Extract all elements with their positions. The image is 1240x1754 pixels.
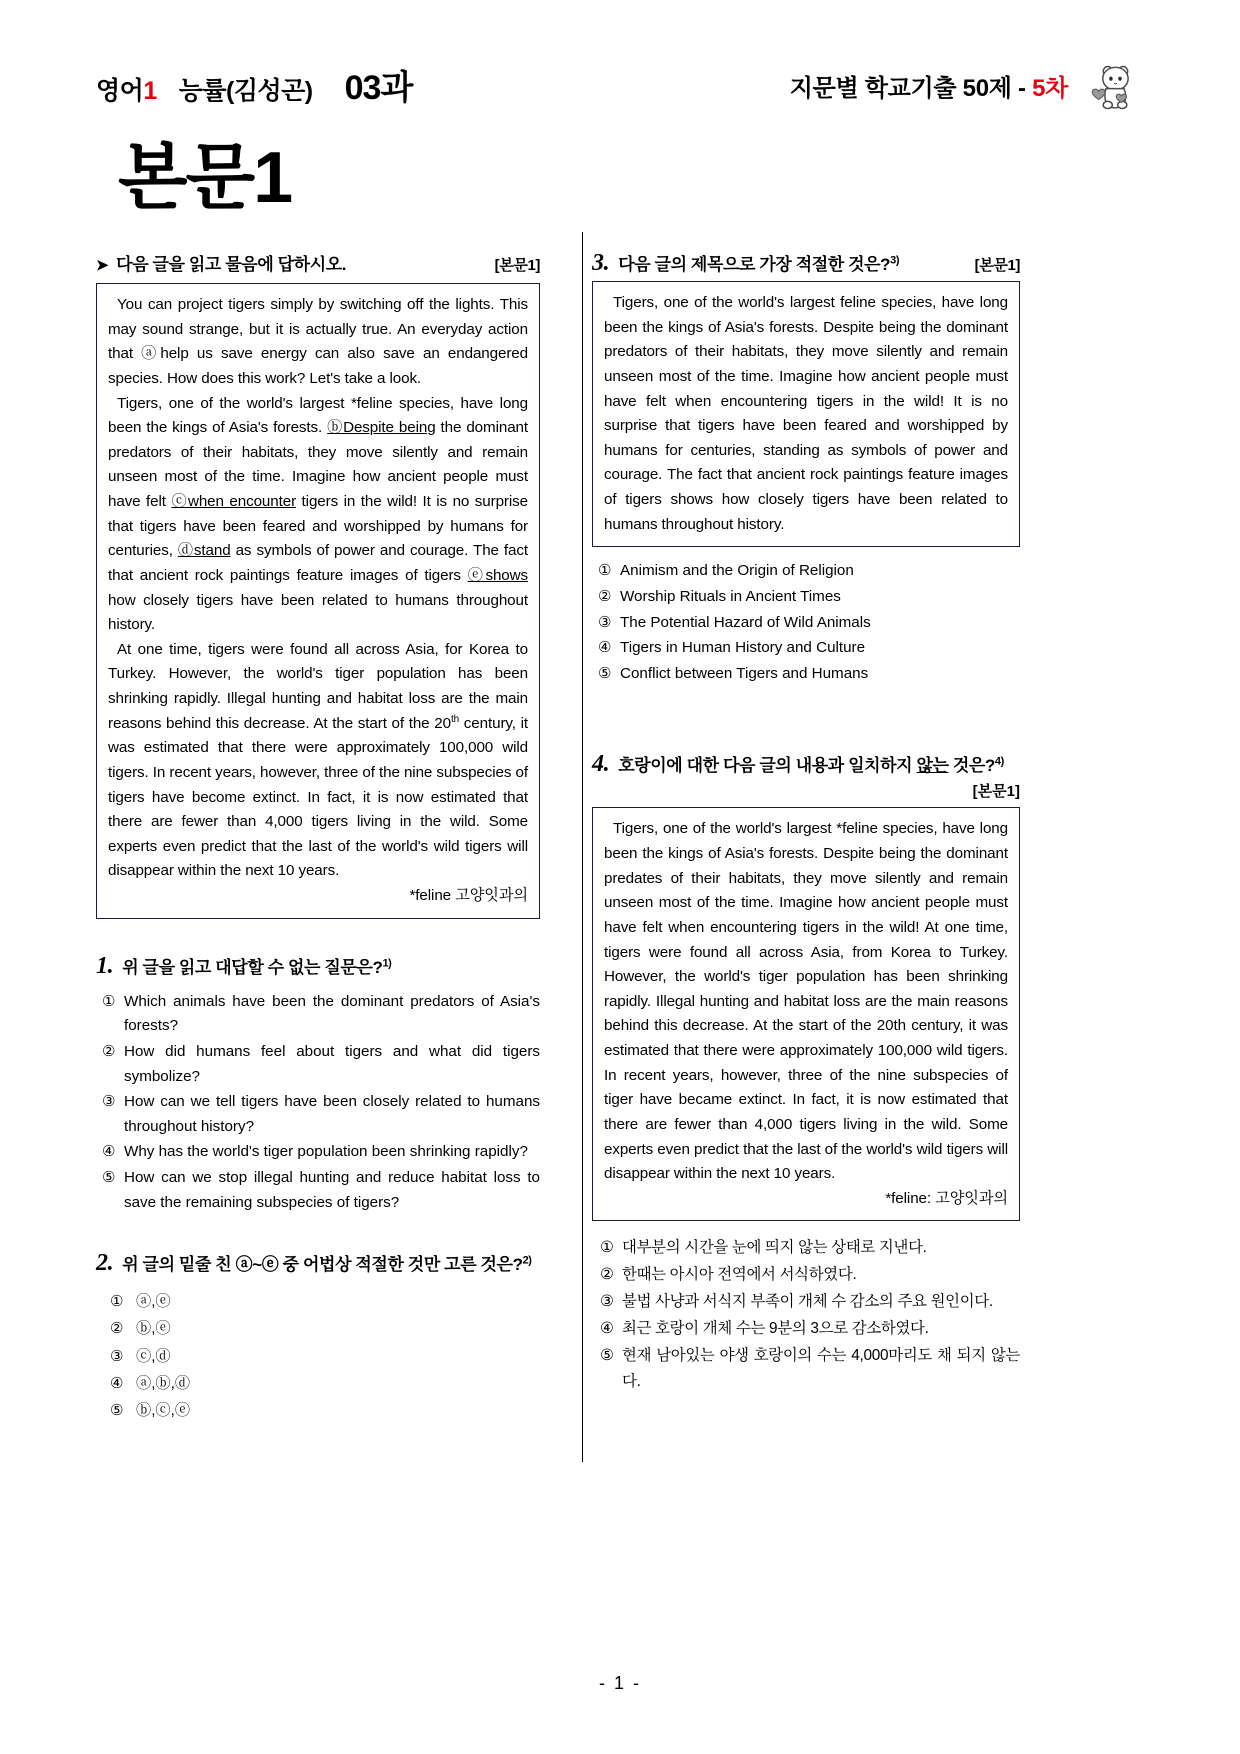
choice-text: How can we stop illegal hunting and reduce habitat loss to save the remaining subspecies of tigers?: [124, 1169, 540, 1211]
choice-marker: ①: [598, 562, 612, 580]
main-passage-box: [96, 283, 540, 919]
subject-label: 영어1: [96, 77, 157, 105]
choice-text: 불법 사냥과 서식지 부족이 개체 수 감소의 주요 원인이다.: [622, 1293, 993, 1311]
choice-marker: ③: [102, 1093, 116, 1111]
choice-marker: ③: [600, 1293, 614, 1311]
lesson-label: 03과: [344, 69, 413, 107]
choice-item[interactable]: [110, 1371, 540, 1397]
header-right: [790, 68, 1144, 114]
choice-marker: ⑤: [102, 1169, 116, 1187]
question-3-heading: [592, 250, 1020, 275]
choice-item[interactable]: [600, 1343, 1020, 1395]
choice-item[interactable]: [102, 1090, 540, 1139]
question-1-text: 위 글을 읽고 대답할 수 없는 질문은?$^{1)}$: [122, 957, 392, 977]
choice-text: How can we tell tigers have been closely related to humans throughout history?: [124, 1093, 540, 1135]
choice-marker: ②: [598, 587, 612, 605]
passage-paragraph-3: At one time, tigers were found all across Asia, for Korea to Turkey. However, the world's tiger population has been shrinking rapidly. Illegal hunting and habitat loss are the main reasons behind this decrease. At the start of the 20th century, it was estimated that there were approximately 100,000 wild tigers. In recent years, however, three of the nine subspecies of tigers have become extinct. In fact, it is now estimated that there are fewer than 4,000 tigers living in the wild. Some experts even predict that the last of the world's wild tigers will disappear within the next 10 years.: [108, 640, 528, 880]
right-column: [558, 250, 1020, 1425]
choice-item[interactable]: [600, 1289, 1020, 1315]
choice-marker: ④: [598, 639, 612, 657]
question-4-passage-text: Tigers, one of the world's largest *feline species, have long been the kings of Asia's forests. Despite being the dominant predates of their habitats, they move silently and remain unseen most of the time. Imagine how ancient people must have felt when encountering tigers in the wild! At one time, tigers were found all across Asia, from Korea to Turkey. However, the world's tiger population has been shrinking rapidly. Illegal hunting and habitat loss are the main reasons behind this decrease. At the start of the 20th century, it was estimated that there were approximately 100,000 wild tigers. In recent years, however, three of the nine subspecies of tiger have became extinct. In fact, it is now estimated that there are fewer than 4,000 tigers living in the wild. Some experts even predict that the last of the world's wild tigers will disappear within the next 10 years.: [604, 820, 1008, 1183]
choice-text: 대부분의 시간을 눈에 띄지 않는 상태로 지낸다.: [622, 1239, 927, 1257]
choice-item[interactable]: [102, 1140, 540, 1165]
choice-text: Tigers in Human History and Culture: [620, 639, 866, 657]
choice-marker: ①: [600, 1239, 614, 1257]
question-4-number: 4.: [592, 751, 610, 778]
choice-item[interactable]: [102, 1166, 540, 1215]
question-1-choices: [102, 990, 540, 1216]
choice-item[interactable]: [110, 1398, 540, 1424]
choice-item[interactable]: [600, 1235, 1020, 1261]
question-1-heading: [96, 953, 540, 978]
choice-item[interactable]: [600, 1262, 1020, 1288]
question-3-passage-box: [592, 281, 1020, 547]
question-3-choices: [598, 559, 1020, 686]
reading-instruction: [96, 250, 540, 275]
passage-paragraph-1: You can project tigers simply by switching off the lights. This may sound strange, but it is actually true. An everyday action that ⓐhelp us save energy can also save an endangered species. How does this work? Let's take a look.: [108, 296, 528, 387]
question-1-number: 1.: [96, 952, 114, 979]
choice-text: ⓒ,ⓓ: [136, 1347, 171, 1365]
question-2-number: 2.: [96, 1250, 114, 1277]
choice-text: ⓑ,ⓔ: [136, 1320, 171, 1338]
choice-text: ⓐ,ⓑ,ⓓ: [136, 1374, 191, 1392]
choice-marker: ⑤: [598, 664, 612, 682]
header-left: [96, 60, 412, 109]
passage-footnote: *feline 고양잇과의: [409, 887, 528, 905]
worksheet-title: 지문별 학교기출 50제 - 5차: [789, 75, 1068, 102]
arrow-icon: ➤: [96, 257, 109, 274]
choice-item[interactable]: [598, 585, 1020, 610]
choice-text: 최근 호랑이 개체 수는 9분의 3으로 감소하였다.: [622, 1320, 929, 1337]
page-number: - 1 -: [598, 1673, 641, 1693]
question-3-number: 3.: [592, 250, 610, 276]
choice-item[interactable]: [598, 611, 1020, 636]
choice-text: Animism and the Origin of Religion: [620, 562, 854, 580]
choice-item[interactable]: [110, 1316, 540, 1342]
choice-item[interactable]: [102, 990, 540, 1039]
choice-marker: ④: [600, 1320, 614, 1337]
choice-item[interactable]: [598, 636, 1020, 661]
reading-instruction-tag: [본문1]: [494, 257, 540, 274]
choice-marker: ⑤: [110, 1401, 124, 1419]
choice-item[interactable]: [110, 1344, 540, 1370]
choice-marker: ①: [102, 992, 116, 1010]
question-4-footnote: *feline: 고양잇과의: [885, 1189, 1008, 1207]
question-3-tag: [본문1]: [974, 257, 1020, 274]
panda-hearts-mascot-icon: [1086, 56, 1144, 114]
choice-item[interactable]: [102, 1040, 540, 1089]
choice-item[interactable]: [598, 559, 1020, 584]
choice-text: The Potential Hazard of Wild Animals: [620, 613, 871, 631]
content-columns: [96, 250, 1144, 1425]
publisher-label: 능률(김성곤): [178, 77, 313, 105]
choice-item[interactable]: [600, 1316, 1020, 1342]
choice-marker: ⑤: [600, 1346, 614, 1364]
question-4-heading: [592, 751, 1020, 776]
choice-marker: ④: [102, 1143, 116, 1161]
choice-text: Conflict between Tigers and Humans: [620, 664, 869, 682]
reading-instruction-text: 다음 글을 읽고 물음에 답하시오.: [116, 255, 347, 274]
choice-text: Why has the world's tiger population been shrinking rapidly?: [124, 1143, 528, 1161]
question-2-choices: [110, 1289, 540, 1424]
choice-item[interactable]: [110, 1289, 540, 1315]
choice-marker: ②: [102, 1042, 116, 1060]
choice-text: How did humans feel about tigers and what did tigers symbolize?: [124, 1042, 540, 1085]
passage-paragraph-2: Tigers, one of the world's largest *feline species, have long been the kings of Asia's forests. ⓑDespite being the dominant predators of their habitats, they move silently and remain unseen most of the time. Imagine how ancient people must have felt ⓒwhen encounter tigers in the wild! It is no surprise that tigers have been feared and worshipped by humans for centuries, ⓓstand as symbols of power and courage. The fact that ancient rock paintings feature images of tigers ⓔshows how closely tigers have been related to humans throughout history.: [108, 394, 529, 634]
question-4-passage-box: [592, 807, 1020, 1221]
left-column: [96, 250, 558, 1425]
page-header: [96, 60, 1144, 124]
choice-text: ⓐ,ⓔ: [136, 1293, 171, 1311]
question-4-choices: [600, 1235, 1020, 1394]
column-divider: [582, 232, 583, 1462]
question-4-tag: [본문1]: [972, 783, 1020, 801]
choice-marker: ①: [110, 1293, 124, 1311]
question-2-text: 위 글의 밑줄 친 ⓐ~ⓔ 중 어법상 적절한 것만 고른 것은?$^{2)}$: [122, 1254, 532, 1275]
question-2-heading: [96, 1250, 540, 1275]
choice-text: Which animals have been the dominant predators of Asia's forests?: [124, 992, 540, 1035]
choice-marker: ③: [110, 1347, 124, 1365]
choice-text: 한때는 아시아 전역에서 서식하였다.: [622, 1266, 857, 1284]
choice-text: 현재 남아있는 야생 호랑이의 수는 4,000마리도 채 되지 않는다.: [622, 1346, 1020, 1390]
question-4-text: 호랑이에 대한 다음 글의 내용과 일치하지 않는 것은?$^{4)}$: [618, 755, 1004, 776]
choice-marker: ②: [600, 1266, 614, 1284]
question-3-passage-text: Tigers, one of the world's largest feline species, have long been the kings of Asia's forests. Despite being the dominant predators of their habitats, they move silently and remain unseen most of the time. Imagine how ancient people must have felt when encountering tigers in the wild! It is no surprise that tigers have been feared and worshipped by humans for centuries, standing as symbols of power and courage. The fact that ancient rock paintings feature images of tigers shows how closely tigers have been related to humans throughout history.: [604, 294, 1008, 533]
choice-marker: ③: [598, 613, 612, 631]
choice-text: Worship Rituals in Ancient Times: [620, 587, 841, 605]
choice-item[interactable]: [598, 662, 1020, 687]
choice-marker: ④: [110, 1374, 124, 1392]
page-title: 본문1: [118, 138, 292, 218]
choice-text: ⓑ,ⓒ,ⓔ: [136, 1401, 191, 1419]
question-3-text: 다음 글의 제목으로 가장 적절한 것은?$^{3)}$: [618, 254, 900, 274]
choice-marker: ②: [110, 1320, 124, 1338]
